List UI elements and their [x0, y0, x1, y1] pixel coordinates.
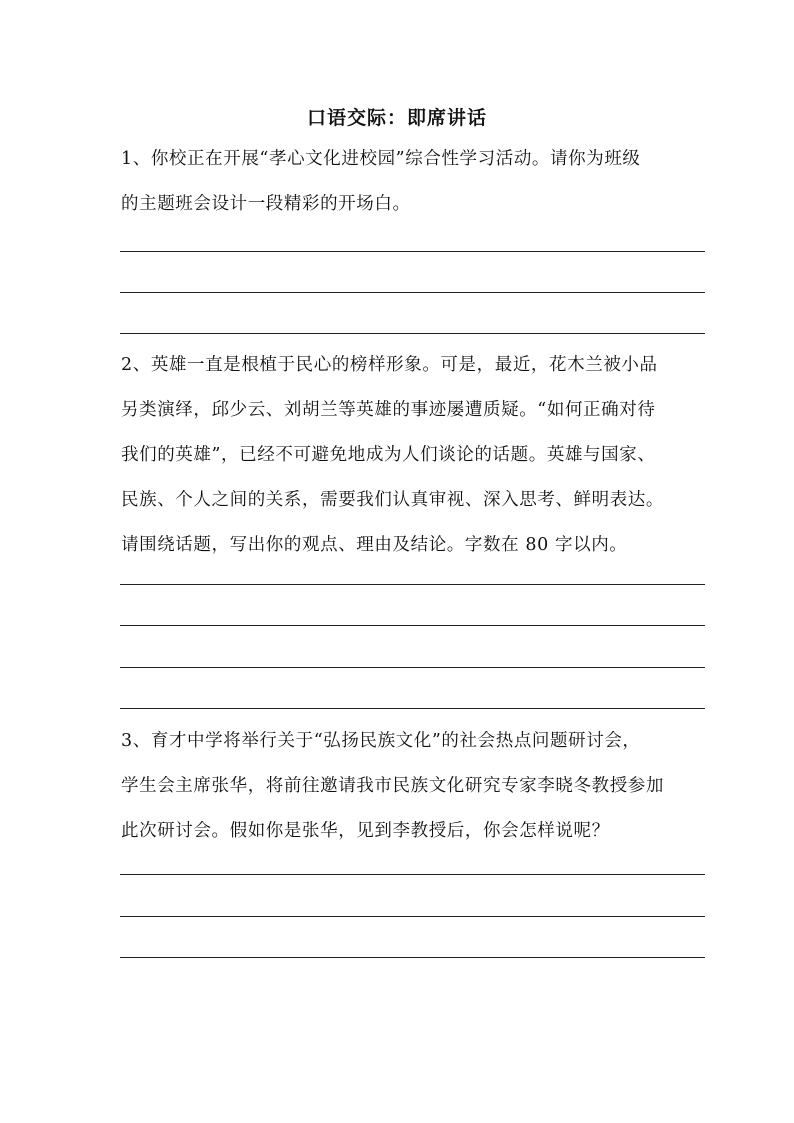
answer-line[interactable]	[120, 957, 705, 958]
answer-line[interactable]	[120, 916, 705, 917]
question-3-line-2: 学生会主席张华，将前往邀请我市民族文化研究专家李晓冬教授参加	[121, 776, 664, 796]
answer-line[interactable]	[120, 708, 705, 709]
question-2	[121, 343, 711, 568]
question-2-line-3: 我们的英雄”，已经不可避免地成为人们谈论的话题。英雄与国家、	[121, 445, 656, 465]
question-1	[121, 137, 711, 227]
question-2-line-2: 另类演绎，邱少云、刘胡兰等英雄的事迹屡遭质疑。“如何正确对待	[121, 400, 656, 420]
question-2-line-1: 2、英雄一直是根植于民心的榜样形象。可是，最近，花木兰被小品	[121, 355, 658, 375]
question-1-line-2: 的主题班会设计一段精彩的开场白。	[121, 194, 411, 214]
question-2-line-5: 请围绕话题，写出你的观点、理由及结论。字数在 80 字以内。	[121, 535, 628, 555]
answer-line[interactable]	[120, 667, 705, 668]
answer-line[interactable]	[120, 333, 705, 334]
question-1-line-1: 1、你校正在开展“孝心文化进校园”综合性学习活动。请你为班级	[121, 149, 641, 169]
answer-line[interactable]	[120, 625, 705, 626]
page-title: 口语交际：即席讲话	[306, 107, 487, 129]
answer-line[interactable]	[120, 292, 705, 293]
answer-line[interactable]	[120, 251, 705, 252]
answer-line[interactable]	[120, 584, 705, 585]
question-2-line-4: 民族、个人之间的关系，需要我们认真审视、深入思考、鲜明表达。	[121, 490, 664, 510]
question-3	[121, 719, 711, 854]
question-3-line-1: 3、育才中学将举行关于“弘扬民族文化”的社会热点问题研讨会，	[121, 731, 641, 751]
answer-line[interactable]	[120, 874, 705, 875]
question-3-line-3: 此次研讨会。假如你是张华，见到李教授后，你会怎样说呢？	[121, 821, 610, 841]
